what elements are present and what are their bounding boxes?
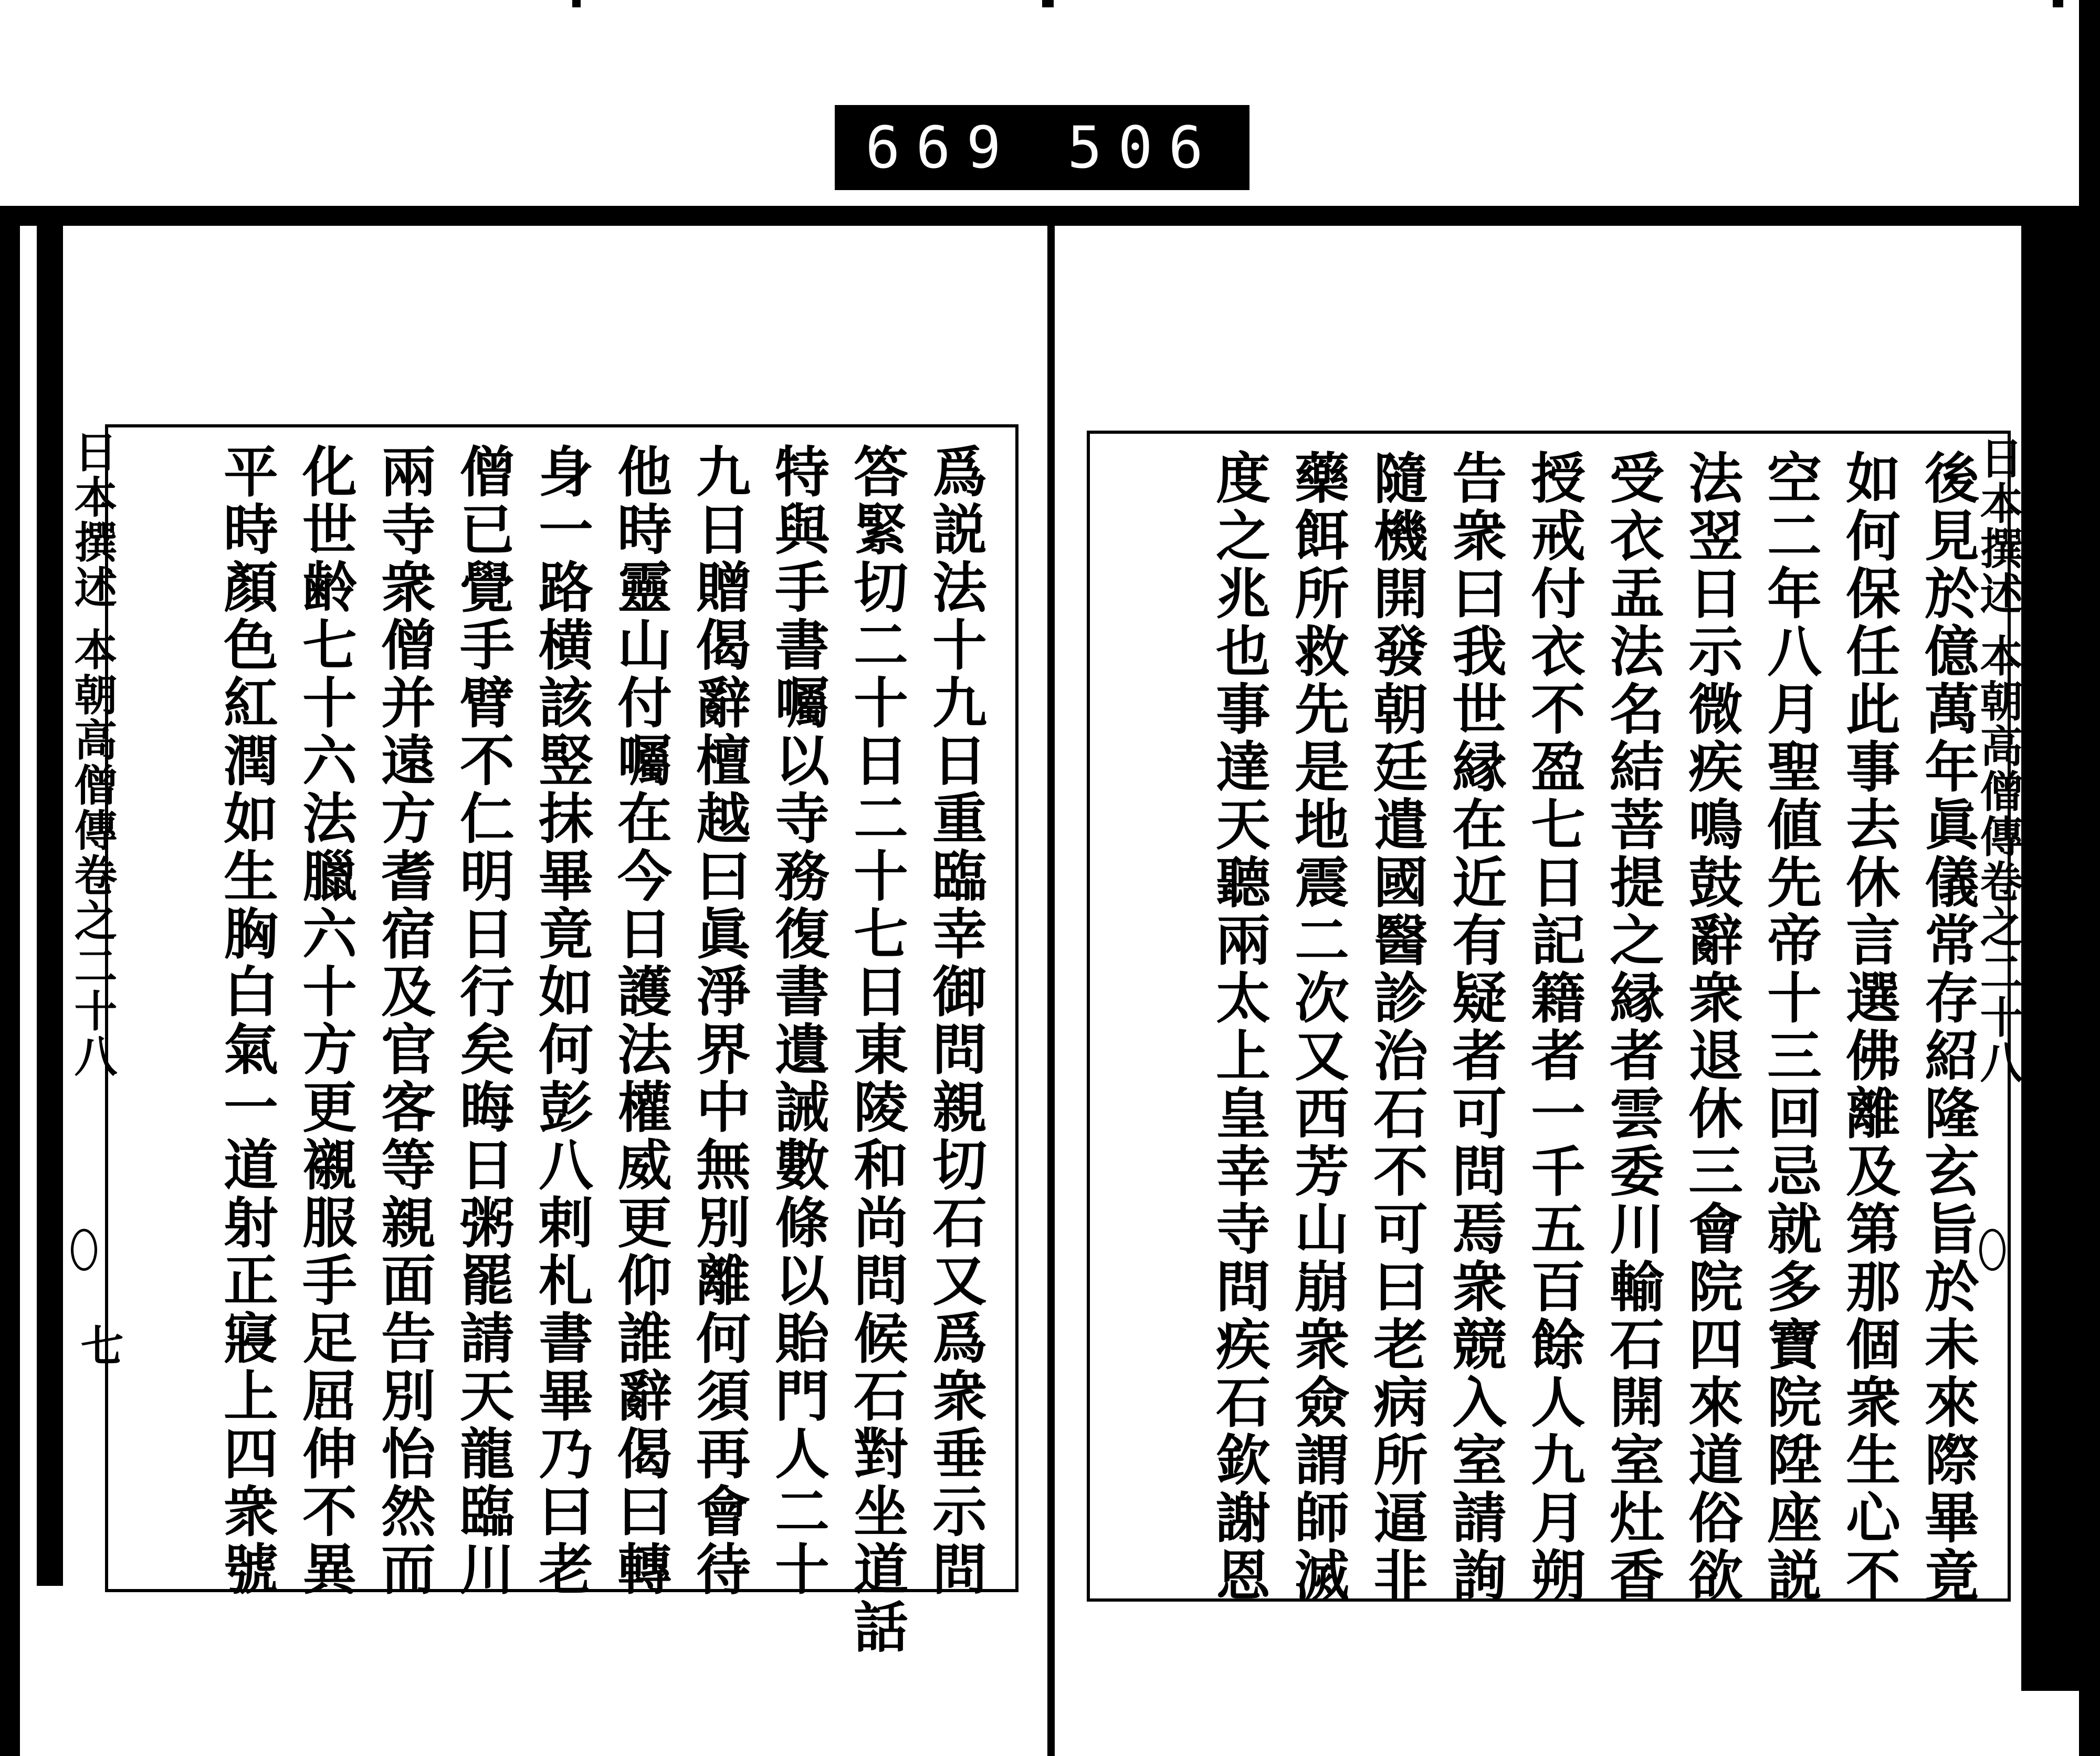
left-page-text-frame [105, 424, 1018, 1656]
text-column: 授戒付衣不盈七日記籍者一千五百餘人九月朔 [1521, 450, 1586, 1605]
text-column: 隨機開發朝廷遣國醫診治石不可曰老病所逼非 [1364, 450, 1429, 1605]
film-tick-mark [1042, 0, 1054, 7]
text-column: 化世齢七十六法臘六十方更襯服手足屈伸不異 [293, 443, 358, 1598]
right-page-body [1090, 434, 2008, 1605]
left-page-number: 七 [74, 1323, 124, 1368]
book-edge-right [2021, 221, 2079, 1691]
text-column: 爲説法十九日重臨幸御問親切石又爲衆垂示問 [923, 443, 988, 1598]
text-column: 特與手書囑以寺務復書遺誡數條以貽門人二十 [765, 443, 830, 1598]
text-column: 如何保任此事去休言選佛離及第那個衆生心不 [1836, 450, 1901, 1605]
left-margin-header: 日本撰述 本朝高僧傳卷之二十八 [67, 430, 118, 1079]
text-column: 答緊切二十日二十七日東陵和尚問候石對坐道話 [844, 443, 909, 1656]
left-page-body [108, 427, 1015, 1656]
text-column: 告衆曰我世縁在近有疑者可問焉衆競入室請詢 [1443, 450, 1507, 1605]
text-column: 身一路横該竪抹畢竟如何彭八剌札書畢乃曰老 [529, 443, 594, 1598]
text-column: 僧已覺手臂不仁明日行矣晦日粥罷請天龍臨川 [450, 443, 515, 1598]
book-edge-left [37, 221, 63, 1586]
film-right-border [2079, 0, 2100, 1756]
text-column: 度之兆也事達天聽兩太上皇幸寺問疾石欽謝恩 [1206, 450, 1271, 1605]
film-top-border [0, 206, 2100, 226]
fold-mark [1979, 1229, 2006, 1271]
right-margin-header: 日本撰述 本朝高僧傳卷之二十八 [1973, 436, 2023, 1085]
text-column: 兩寺衆僧并遠方耆宿及官客等親面告別怡然而 [372, 443, 436, 1598]
text-column: 法翌日示微疾鳴鼓辭衆退休三會院四來道俗欲 [1679, 450, 1744, 1605]
text-column: 九日贈偈辭檀越曰眞淨界中無別離何須再會待 [687, 443, 751, 1598]
film-tick-mark [2053, 0, 2063, 7]
text-column: 平時顏色紅潤如生胸白氣一道射正寢上四衆號 [214, 443, 279, 1598]
fold-mark [71, 1229, 97, 1271]
text-column: 空二年八月聖値先帝十三回忌就多寶院陞座説 [1758, 450, 1822, 1605]
text-column: 受衣盂法名結菩提之縁者雲委川輸石開室灶香 [1600, 450, 1665, 1605]
right-page-text-frame [1087, 431, 2011, 1605]
film-frame-label: 669 506 [835, 105, 1250, 190]
film-left-border [0, 206, 20, 1756]
text-column: 後見於億萬年眞儀常存紹隆玄旨於未來際畢竟 [1915, 450, 1980, 1605]
text-column: 他時靈山付囑在今日護法權威更仰誰辭偈曰轉 [608, 443, 673, 1598]
book-gutter [1047, 226, 1055, 1756]
text-column: 藥餌所救先是地震二次又西芳山崩衆僉謂師滅 [1285, 450, 1350, 1605]
film-tick-mark [572, 0, 581, 7]
